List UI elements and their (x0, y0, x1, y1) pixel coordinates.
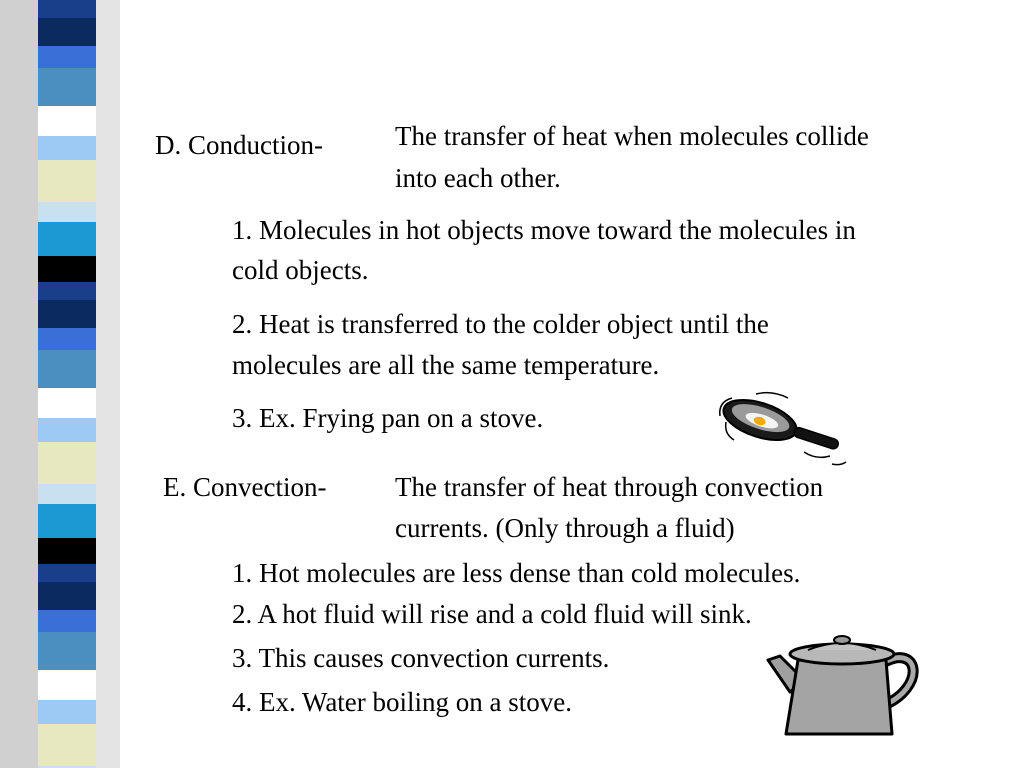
frying-pan-icon (712, 390, 852, 470)
stripe-segment (38, 724, 96, 766)
convection-point-4: 4. Ex. Water boiling on a stove. (232, 687, 573, 717)
convection-definition-line-2: currents. (Only through a fluid) (395, 513, 735, 543)
stripe-segment (38, 632, 96, 670)
stripe-segment (38, 68, 96, 106)
convection-heading: E. Convection- (163, 472, 327, 502)
conduction-point-1-line-1: 1. Molecules in hot objects move toward the molecules in (232, 215, 856, 245)
conduction-point-1-line-2: cold objects. (232, 255, 369, 285)
stripe-segment (38, 282, 96, 300)
conduction-point-3: 3. Ex. Frying pan on a stove. (232, 403, 544, 433)
stripe-segment (38, 106, 96, 136)
stripe-segment (38, 136, 96, 160)
stripe-segment (38, 670, 96, 700)
stripe-segment (38, 350, 96, 388)
stripe-segment (38, 610, 96, 632)
stripe-segment (38, 256, 96, 282)
stripe-segment (38, 328, 96, 350)
stripe-segment (38, 222, 96, 256)
conduction-point-2-line-2: molecules are all the same temperature. (232, 350, 660, 380)
stripe-segment (38, 0, 96, 18)
convection-point-3: 3. This causes convection currents. (232, 643, 610, 673)
decorative-stripe-bar (0, 0, 120, 768)
conduction-definition-line-2: into each other. (395, 163, 561, 193)
stripe-segment (38, 388, 96, 418)
stripe-bar-shadow (96, 0, 120, 768)
stripe-segment (38, 160, 96, 202)
conduction-definition-line-1: The transfer of heat when molecules collide (395, 121, 869, 151)
conduction-point-2-line-1: 2. Heat is transferred to the colder object until the (232, 309, 769, 339)
stripe-segment (38, 582, 96, 610)
stripe-segment (38, 18, 96, 46)
stripe-segment (38, 484, 96, 504)
stripe-segment (38, 564, 96, 582)
stripe-segment (38, 538, 96, 564)
stripe-segment (38, 300, 96, 328)
convection-definition-line-1: The transfer of heat through convection (395, 472, 824, 502)
stripe-segment (38, 700, 96, 724)
stripe-segment (38, 418, 96, 442)
stripe-segment (38, 46, 96, 68)
kettle-icon (764, 630, 924, 742)
stripe-segment (38, 504, 96, 538)
stripe-segment (38, 442, 96, 484)
conduction-heading: D. Conduction- (155, 130, 323, 160)
stripe-bar-left-shade (0, 0, 38, 768)
stripe-segment (38, 202, 96, 222)
convection-point-2: 2. A hot fluid will rise and a cold fluid will sink. (232, 599, 752, 629)
convection-point-1: 1. Hot molecules are less dense than cold molecules. (232, 558, 801, 588)
